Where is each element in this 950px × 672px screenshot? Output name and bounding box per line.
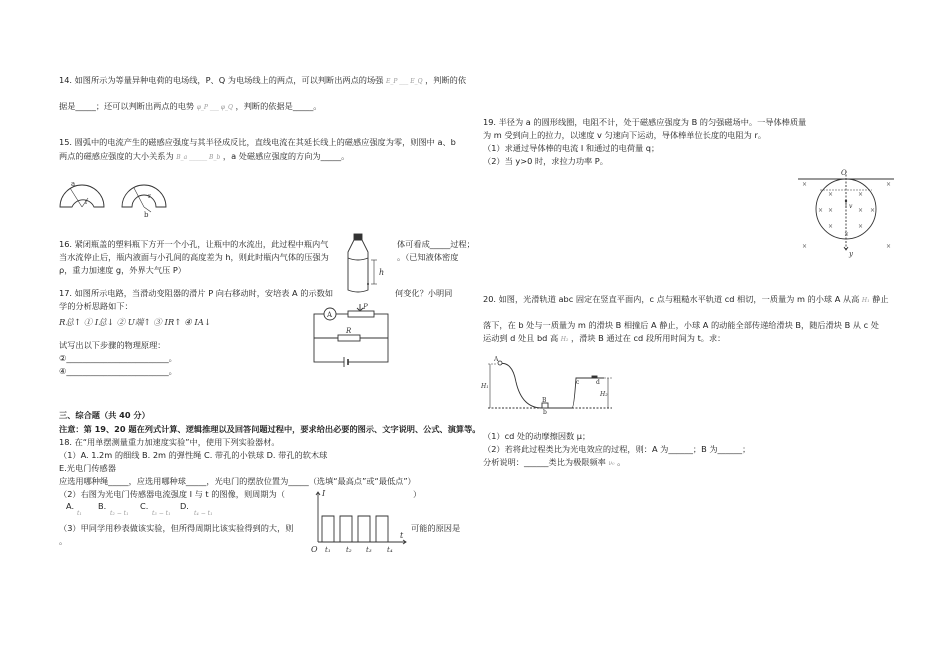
q15-label-r-right: r xyxy=(148,193,151,200)
q16-line3: ρ，重力加速度 g，外界大气压 P） xyxy=(59,265,186,275)
q19-cross-8: × xyxy=(818,207,824,214)
q18-line6: （3）甲同学用秒表做该实验，但所得周期比该实验得到的大，则 xyxy=(59,523,294,533)
q20-label-a: A xyxy=(494,356,499,363)
q18-line2: （1）A. 1.2m 的细线 B. 2m 的弹性绳 C. 带孔的小铁球 D. 带孔的软木球 xyxy=(59,450,328,460)
q18-option-b[interactable]: B. xyxy=(98,501,107,511)
q20-line2: 落下，在 b 处与一质量为 m 的滑块 B 相撞后 A 静止，小球 A 的动能全部传递给滑块 B，随后滑块 B 从 c 处 xyxy=(483,320,879,330)
q20-line5: （2）若将此过程类比为光电效应的过程，则：A 为______；B 为______； xyxy=(483,444,751,454)
q18-line6-right: 可能的原因是 xyxy=(411,523,461,533)
q19-cross-3: × xyxy=(828,207,834,214)
q18-option-a-math: t₁ xyxy=(77,510,82,517)
q18-option-d[interactable]: D. xyxy=(180,501,189,511)
q16-bottle-figure xyxy=(342,232,392,296)
q17-step2: ②_________________________。 xyxy=(59,353,177,363)
q18-option-a[interactable]: A. xyxy=(66,501,75,511)
q19-cross-11: × xyxy=(886,181,892,188)
q17-resistor-label: R xyxy=(346,327,352,335)
q17-step4: ④_________________________。 xyxy=(59,366,177,376)
q17-line3: 试写出以下步骤的物理原理： xyxy=(59,340,166,350)
q18-graph-tick-t4: t₄ xyxy=(387,546,393,554)
q15-left-arc xyxy=(60,185,104,207)
section3-title: 三、综合题（共 40 分） xyxy=(59,410,150,420)
q17-slider-label: P xyxy=(363,303,368,311)
q17-reasoning-chain: R总↑ ① I总↓ ② U端↑ ③ IR↑ ④ IA↓ xyxy=(59,318,212,328)
q19-line3: （1）求通过导体棒的电流 I 和通过的电荷量 q； xyxy=(483,143,660,153)
q20-h2-math: H₂ xyxy=(560,336,569,343)
q18-line7: 。 xyxy=(59,536,68,546)
q18-graph-label-t: t xyxy=(400,531,404,540)
q17-line2: 学的分析思路如下： xyxy=(59,301,133,311)
q19-cross-12: × xyxy=(802,243,808,250)
q16-line2-right: 。（已知液体密度 xyxy=(397,252,459,262)
q20-nu0-math: ν₀ xyxy=(608,460,615,467)
q19-cross-10: × xyxy=(802,181,808,188)
q20-label-h1: H₁ xyxy=(481,383,489,390)
q19-cross-2: × xyxy=(858,191,864,198)
q18-graph-tick-t1: t₁ xyxy=(325,546,331,554)
q15-relation-math: B_a ______ B_b xyxy=(176,154,221,161)
q19-label-v: v xyxy=(849,203,853,210)
q18-line3: E.光电门传感器 xyxy=(59,463,116,473)
q20-line3: 运动到 d 处且 bd 高 H₂ ，滑块 B 通过在 cd 段所用时间为 t。求： xyxy=(483,333,726,343)
q18-line4: 应选用哪种绳_____，应选用哪种球_____，光电门的摆放位置为_____（选填“最高点”或“最低点”） xyxy=(59,476,416,486)
q14-line2: 据是_____；还可以判断出两点的电势 φ_P ___ φ_Q ，判断的依据是_____。 xyxy=(59,101,322,111)
q18-option-d-math: t₄ − t₁ xyxy=(194,510,213,517)
q14-line1: 14. 如图所示为等量异种电荷的电场线，P、Q 为电场线上的两点，可以判断出两点的场强 E_P ___ E_Q ，判断的依 xyxy=(59,75,467,85)
q16-line1: 16. 紧闭瓶盖的塑料瓶下方开一个小孔，让瓶中的水流出，此过程中瓶内气 xyxy=(59,239,329,249)
q18-option-c[interactable]: C. xyxy=(140,501,149,511)
q15-right-arc xyxy=(122,185,166,212)
q17-line1: 17. 如图所示电路，当滑动变阻器的滑片 P 向右移动时，安培表 A 的示数如 xyxy=(59,288,334,298)
q19-line2: 为 m 受到向上的拉力，以速度 v 匀速向下运动，导体棒单位长度的电阻为 r。 xyxy=(483,130,767,140)
q16-line2: 当水流停止后，瓶内液面与小孔间的高度差为 h，则此时瓶内气体的压强为 xyxy=(59,252,329,262)
q15-label-b-right: b xyxy=(144,211,149,219)
q20-label-c: c xyxy=(576,379,580,386)
q20-label-d: d xyxy=(596,379,600,386)
q17-ammeter-label: A xyxy=(327,311,333,319)
q15-label-r-left: r xyxy=(85,199,88,206)
q18-option-b-math: t₂ − t₁ xyxy=(110,510,129,517)
q16-label-h: h xyxy=(379,268,385,277)
q15-figure xyxy=(58,174,178,218)
q20-h1-math: H₁ xyxy=(861,297,870,304)
q18-line1: 18. 在“用单摆测量重力加速度实验”中，使用下列实验器材。 xyxy=(59,437,280,447)
q19-cross-9: × xyxy=(870,207,876,214)
q19-label-o: O xyxy=(841,169,847,177)
q19-field-crosses xyxy=(802,181,891,250)
q18-graph-tick-t3: t₃ xyxy=(366,546,372,554)
q18-current-time-graph xyxy=(310,488,410,554)
q20-line6: 分析说明：______类比为极限频率 ν₀ 。 xyxy=(483,457,626,467)
q15-label-a-left: a xyxy=(71,180,76,188)
q18-line5: （2）右图为光电门传感器电流强度 I 与 t 的图像，则周期为（ xyxy=(59,489,285,499)
q19-cross-4: × xyxy=(858,207,864,214)
q14-field-math: E_P ___ E_Q xyxy=(385,78,423,85)
q18-graph-label-o: O xyxy=(311,545,318,554)
q20-track-figure xyxy=(480,356,620,416)
q20-label-b-block: B xyxy=(542,397,547,404)
q20-line1: 20. 如图，光滑轨道 abc 固定在竖直平面内，c 点与粗糙水平轨道 cd 相切，一质量为 m 的小球 A 从高 H₁ 静止 xyxy=(483,294,889,304)
q20-label-h2: H₂ xyxy=(600,391,608,398)
q18-option-c-math: t₃ − t₁ xyxy=(152,510,171,517)
q18-graph-label-i: I xyxy=(322,489,326,498)
q15-line1: 15. 圆弧中的电流产生的磁感应强度与其半径成反比，直线电流在其延长线上的磁感应强度为零，则图中 a、b xyxy=(59,137,456,147)
q18-line5-close: ） xyxy=(413,489,422,499)
q19-cross-7: × xyxy=(844,231,850,238)
q20-line4: （1）cd 处的动摩擦因数 μ； xyxy=(483,431,591,441)
q19-coil-figure xyxy=(798,168,898,260)
q19-cross-1: × xyxy=(828,191,834,198)
q19-line4: （2）当 y>0 时，求拉力功率 P。 xyxy=(483,156,608,166)
q16-line1-right: 体可看成_____过程； xyxy=(397,239,475,249)
q19-cross-5: × xyxy=(828,223,834,230)
q19-line1: 19. 半径为 a 的圆形线圈，电阻不计，处于磁感应强度为 B 的匀强磁场中。一导体棒质量 xyxy=(483,117,807,127)
q14-potential-math: φ_P ___ φ_Q xyxy=(196,104,233,111)
q15-line2: 两点的磁感应强度的大小关系为 B_a ______ B_b ，a 处磁感应强度的方向为_____。 xyxy=(59,151,350,161)
q17-circuit-figure xyxy=(312,304,392,368)
section3-note: 注意：第 19、20 题在列式计算、逻辑推理以及回答问题过程中，要求给出必要的图示、文字说明、公式、演算等。 xyxy=(59,424,481,434)
q19-label-y: y xyxy=(849,250,853,258)
q19-cross-13: × xyxy=(886,243,892,250)
q20-label-b-point: b xyxy=(543,409,547,416)
q17-line1-right: 何变化？小明同 xyxy=(395,288,453,298)
q18-graph-tick-t2: t₂ xyxy=(346,546,352,554)
q19-cross-6: × xyxy=(858,223,864,230)
